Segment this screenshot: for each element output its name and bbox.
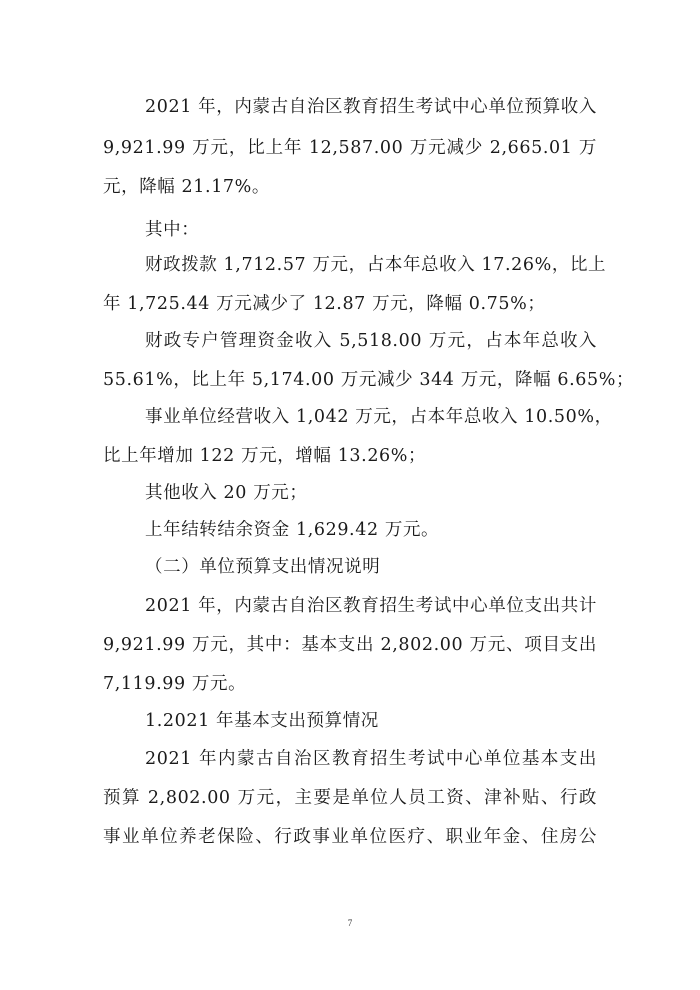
body-text-line: 2021 年，内蒙古自治区教育招生考试中心单位预算收入	[145, 97, 597, 117]
section-heading: （二）单位预算支出情况说明	[145, 557, 381, 577]
body-text-line: 2021 年内蒙古自治区教育招生考试中心单位基本支出	[145, 749, 597, 769]
body-text-line: 元，降幅 21.17%。	[103, 177, 270, 197]
body-text-line: 上年结转结余资金 1,629.42 万元。	[145, 520, 440, 540]
page-number: 7	[347, 918, 353, 928]
body-text-line: 年 1,725.44 万元减少了 12.87 万元，降幅 0.75%；	[103, 294, 546, 314]
body-text-line: 7,119.99 万元。	[103, 674, 247, 694]
body-text-line: 其他收入 20 万元；	[145, 483, 308, 503]
body-text-line: 其中：	[145, 220, 200, 240]
subsection-heading: 1.2021 年基本支出预算情况	[145, 711, 379, 731]
body-text-line: 55.61%，比上年 5,174.00 万元减少 344 万元，降幅 6.65%；	[103, 370, 635, 390]
body-text-line: 事业单位经营收入 1,042 万元，占本年总收入 10.50%，	[145, 407, 613, 427]
body-text-line: 比上年增加 122 万元，增幅 13.26%；	[103, 446, 427, 466]
body-text-line: 财政拨款 1,712.57 万元，占本年总收入 17.26%，比上	[145, 255, 607, 275]
body-text-line: 9,921.99 万元，比上年 12,587.00 万元减少 2,665.01 万	[103, 138, 597, 158]
body-text-line: 事业单位养老保险、行政事业单位医疗、职业年金、住房公	[103, 827, 597, 847]
body-text-line: 9,921.99 万元，其中：基本支出 2,802.00 万元、项目支出	[103, 635, 597, 655]
body-text-line: 财政专户管理资金收入 5,518.00 万元，占本年总收入	[145, 331, 597, 351]
body-text-line: 2021 年，内蒙古自治区教育招生考试中心单位支出共计	[145, 596, 597, 616]
body-text-line: 预算 2,802.00 万元，主要是单位人员工资、津补贴、行政	[103, 788, 597, 808]
